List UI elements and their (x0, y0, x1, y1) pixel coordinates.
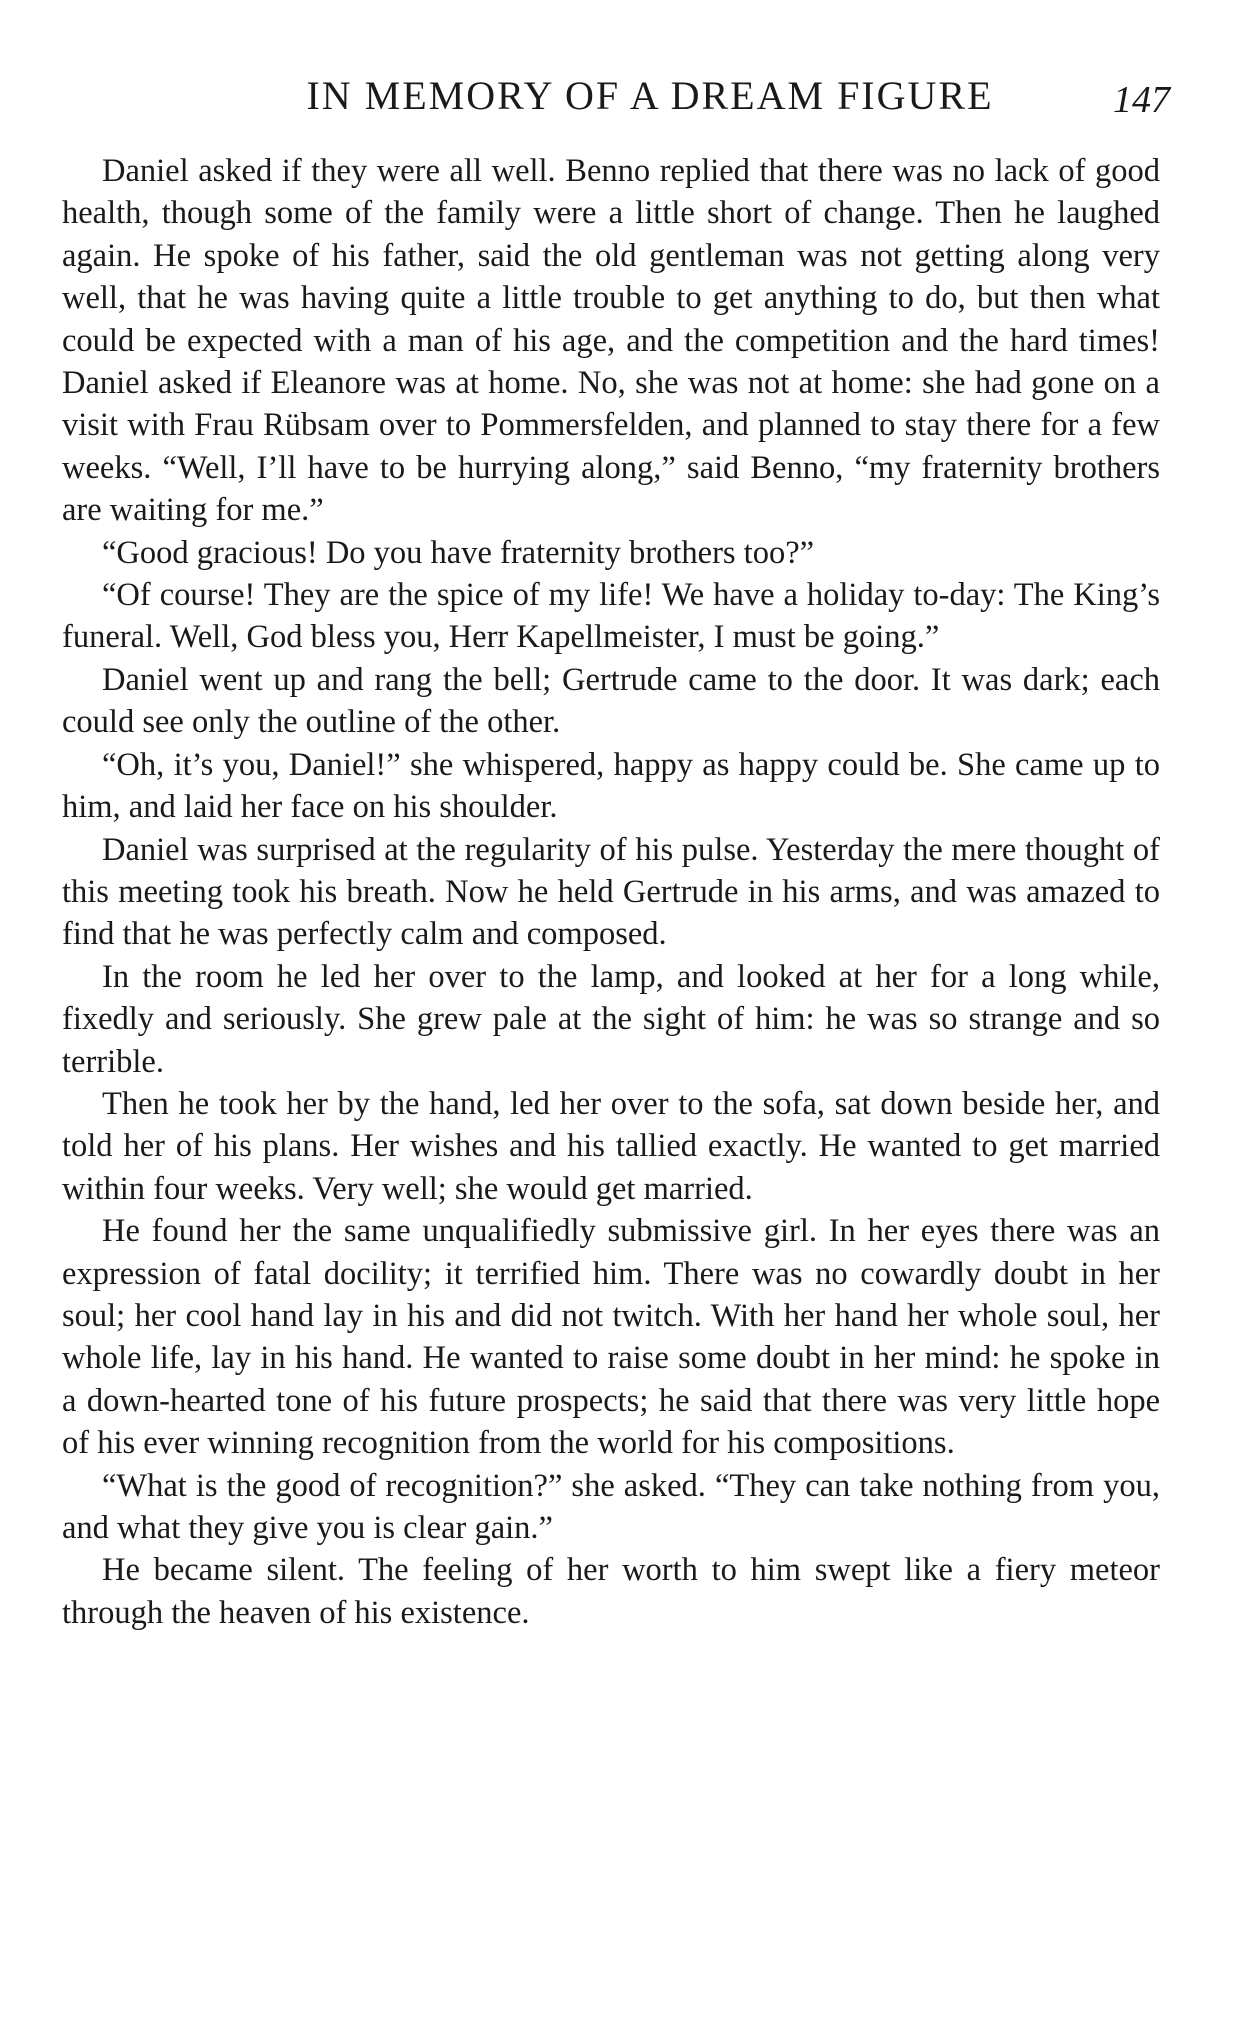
body-text (62, 150, 1160, 1634)
paragraph: He found her the same unqualifiedly submissive girl. In her eyes there was an expression of fatal docility; it terrified him. There was no cowardly doubt in her soul; her cool hand lay in his and did not twitch. With her hand her whole soul, her whole life, lay in his hand. He wanted to raise some doubt in her mind: he spoke in a down-hearted tone of his future prospects; he said that there was very little hope of his ever winning recognition from the world for his compositions. (62, 1213, 1160, 1462)
paragraph: Daniel went up and rang the bell; Gertrude came to the door. It was dark; each could see only the outline of the other. (62, 661, 1160, 741)
page-number: 147 (1113, 79, 1170, 121)
running-head (60, 66, 1170, 126)
running-title: IN MEMORY OF A DREAM FIGURE (306, 73, 994, 118)
paragraph: “Oh, it’s you, Daniel!” she whispered, happy as happy could be. She came up to him, and laid her face on his shoulder. (62, 746, 1160, 826)
paragraph: Daniel asked if they were all well. Benno replied that there was no lack of good health, though some of the family were a little short of change. Then he laughed again. He spoke of his father, said the old gentleman was not getting along very well, that he was having quite a little trouble to get anything to do, but then what could be expected with a man of his age, and the competition and the hard times! Daniel asked if Eleanore was at home. No, she was not at home: she had gone on a visit with Frau Rübsam over to Pommersfelden, and planned to stay there for a few weeks. “Well, I’ll have to be hurrying along,” said Benno, “my fraternity brothers are waiting for me.” (62, 153, 1160, 529)
paragraph: Daniel was surprised at the regularity of his pulse. Yesterday the mere thought of this meeting took his breath. Now he held Gertrude in his arms, and was amazed to find that he was perfectly calm and composed. (62, 831, 1160, 953)
paragraph: Then he took her by the hand, led her over to the sofa, sat down beside her, and told her of his plans. Her wishes and his tallied exactly. He wanted to get married within four weeks. Very well; she would get married. (62, 1085, 1160, 1207)
paragraph: “Good gracious! Do you have fraternity brothers too?” (102, 534, 815, 571)
paragraph: He became silent. The feeling of her worth to him swept like a fiery meteor through the heaven of his existence. (62, 1552, 1160, 1631)
paragraph: “What is the good of recognition?” she asked. “They can take nothing from you, and what they give you is clear gain.” (62, 1467, 1160, 1546)
paragraph: “Of course! They are the spice of my life! We have a holiday to-day: The King’s funeral. Well, God bless you, Herr Kapellmeister, I must be going.” (62, 577, 1160, 656)
paragraph: In the room he led her over to the lamp, and looked at her for a long while, fixedly and seriously. She grew pale at the sight of him: he was so strange and so terrible. (62, 958, 1160, 1080)
